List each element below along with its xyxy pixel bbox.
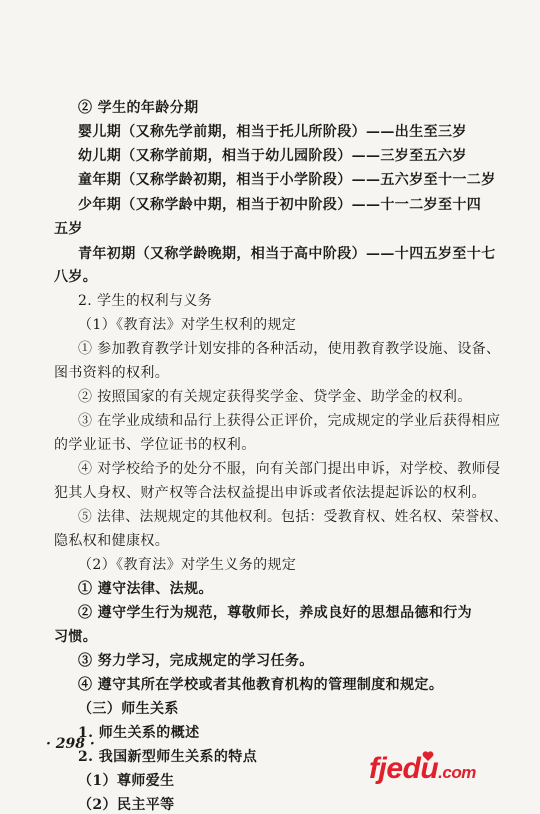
text-line-2: 婴儿期（又称先学前期，相当于托儿所阶段）——出生至三岁	[78, 124, 467, 140]
text-line-21: ① 遵守法律、法规。	[78, 581, 213, 597]
text-line-17: 犯其人身权、财产权等合法权益提出申诉或者依法提起诉讼的权利。	[54, 485, 486, 501]
text-line-25: ④ 遵守其所在学校或者其他教育机构的管理制度和规定。	[78, 677, 444, 693]
text-line-5: 少年期（又称学龄中期，相当于初中阶段）——十一二岁至十四	[78, 197, 482, 213]
text-line-3: 幼儿期（又称学前期，相当于幼儿园阶段）——三岁至五六岁	[78, 148, 467, 164]
text-line-1: ② 学生的年龄分期	[78, 100, 199, 116]
text-line-24: ③ 努力学习，完成规定的学习任务。	[78, 653, 314, 669]
text-line-4: 童年期（又称学龄初期，相当于小学阶段）——五六岁至十一二岁	[78, 172, 496, 188]
text-line-15: 的学业证书、学位证书的权利。	[54, 437, 256, 453]
watermark-name: fjedu	[369, 752, 439, 785]
text-line-12: 图书资料的权利。	[54, 365, 170, 381]
text-line-9: 2. 学生的权利与义务	[78, 293, 213, 309]
text-line-16: ④ 对学校给予的处分不服，向有关部门提出申诉，对学校、教师侵	[78, 461, 501, 477]
watermark-text	[369, 752, 476, 786]
page-number: · 298 ·	[46, 736, 95, 752]
text-line-20: （2）《教育法》对学生义务的规定	[78, 557, 297, 573]
text-line-7: 青年初期（又称学龄晚期，相当于高中阶段）——十四五岁至十七	[78, 246, 496, 262]
text-line-6: 五岁	[54, 221, 83, 237]
text-line-13: ② 按照国家的有关规定获得奖学金、贷学金、助学金的权利。	[78, 389, 472, 405]
text-line-28: 2. 我国新型师生关系的特点	[78, 749, 258, 765]
text-line-29: （1）尊师爱生	[78, 773, 175, 789]
text-line-14: ③ 在学业成绩和品行上获得公正评价，完成规定的学业后获得相应	[78, 413, 501, 429]
text-line-19: 隐私权和健康权。	[54, 533, 170, 549]
text-line-27: 1. 师生关系的概述	[78, 725, 200, 741]
watermark-logo	[369, 752, 529, 796]
text-line-8: 八岁。	[54, 269, 98, 285]
watermark-tld: .com	[438, 763, 476, 782]
text-line-18: ⑤ 法律、法规规定的其他权利。包括：受教育权、姓名权、荣誉权、	[78, 509, 508, 525]
text-line-30: （2）民主平等	[78, 797, 175, 813]
text-line-22: ② 遵守学生行为规范，尊敬师长，养成良好的思想品德和行为	[78, 605, 473, 621]
text-line-10: （1）《教育法》对学生权利的规定	[78, 317, 297, 333]
text-line-11: ① 参加教育教学计划安排的各种活动，使用教育教学设施、设备、	[78, 341, 501, 357]
text-line-26: （三）师生关系	[78, 701, 179, 717]
text-line-23: 习惯。	[54, 629, 98, 645]
